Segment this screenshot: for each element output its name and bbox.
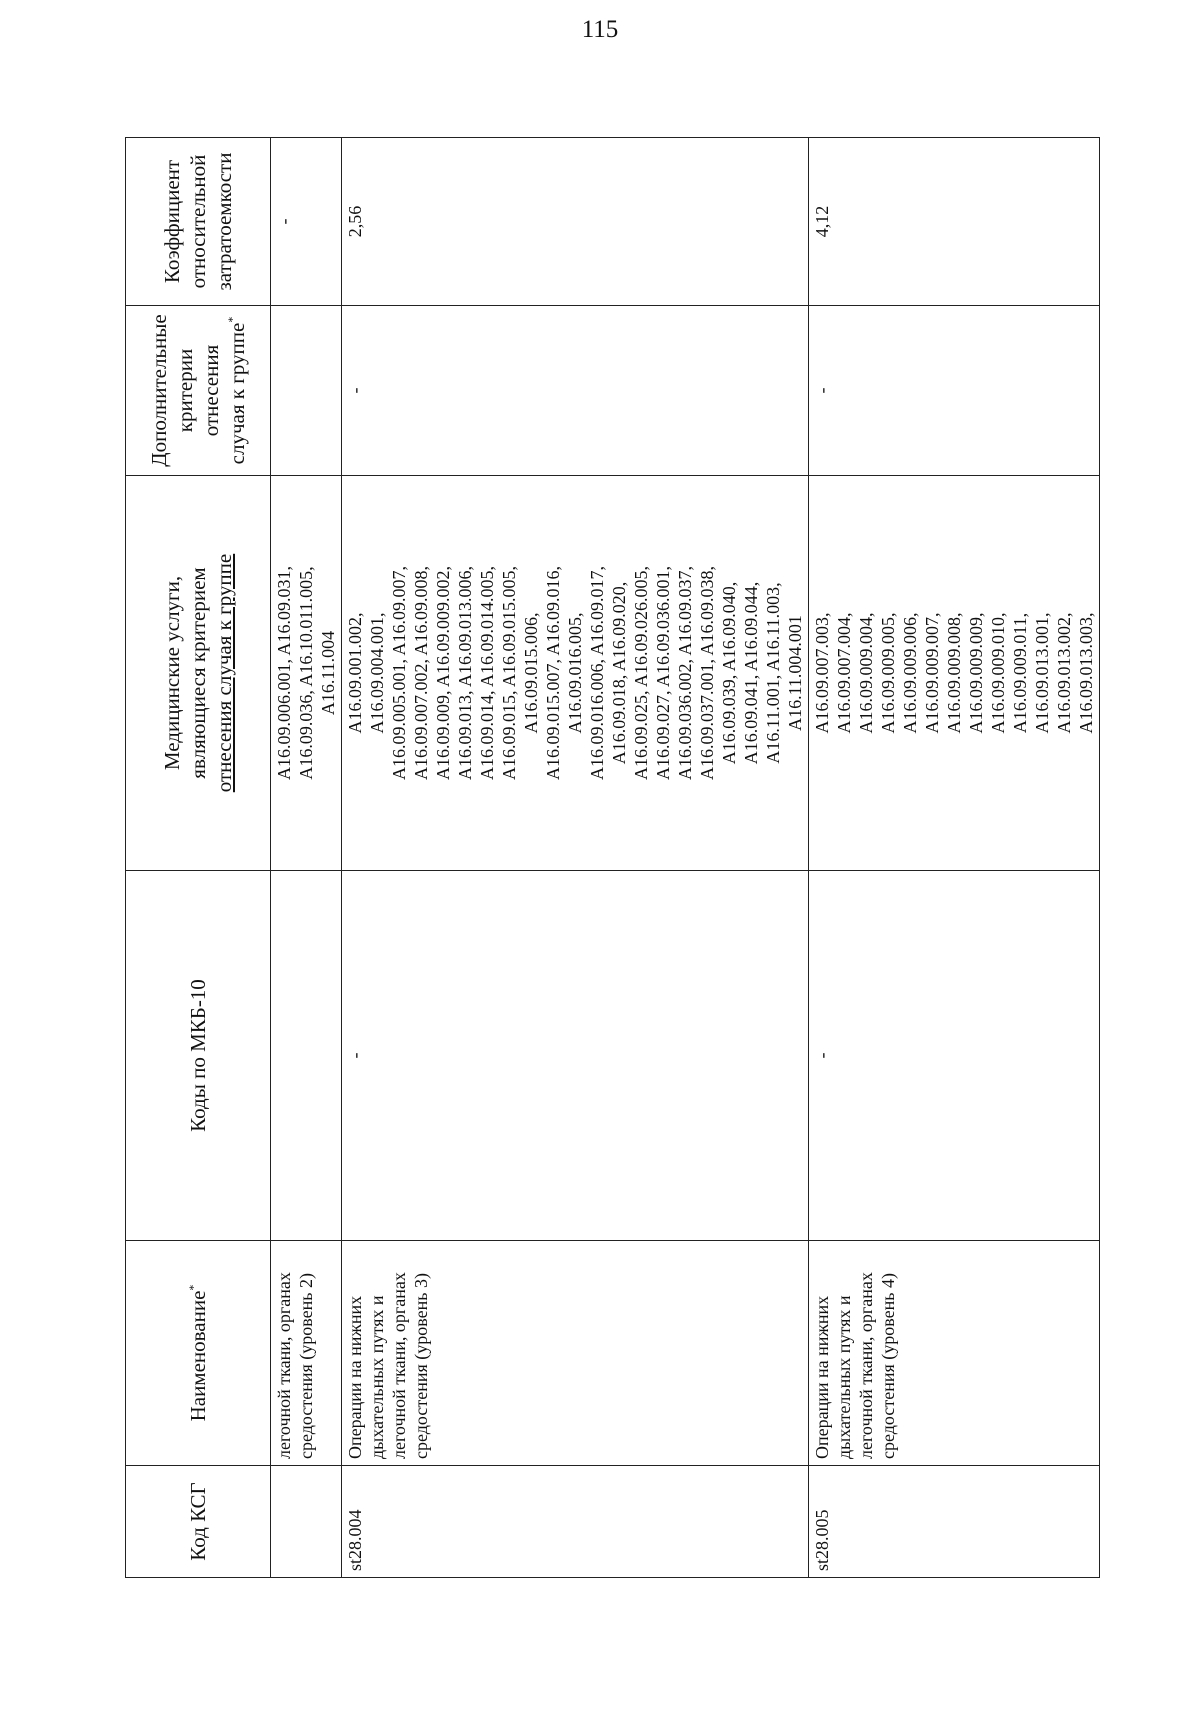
- header-additional: Дополнительные критерии отнесения случая к группе*: [126, 306, 271, 476]
- ksg-code-cell: [271, 1466, 342, 1578]
- name-cell: Операции на нижних дыхательных путях и легочной ткани, органах средостения (уровень 3): [342, 1241, 809, 1466]
- services-cell: A16.09.001.002, A16.09.004.001, A16.09.005.001, A16.09.007, A16.09.007.002, A16.09.008, A16.09.009, A16.09.009.002, A16.09.013, A16.09.013.006, A16.09.014, A16.09.014.005, A16.09.015, A16.09.015.005, A16.09.015.006, A16.09.015.007, A16.09.016, A16.09.016.005, A16.09.016.006, A16.09.017, A16.09.018, A16.09.020, A16.09.025, A16.09.026.005, A16.09.027, A16.09.036.001, A16.09.036.002, A16.09.037, A16.09.037.001, A16.09.038, A16.09.039, A16.09.040, A16.09.041, A16.09.044, A16.11.001, A16.11.003, A16.11.004.001: [342, 476, 809, 871]
- header-services: Медицинские услуги, являющиеся критерием отнесения случая к группе: [126, 476, 271, 871]
- mkb-cell: [271, 871, 342, 1241]
- table-wrapper: [125, 138, 1100, 1578]
- additional-criteria-cell: -: [809, 306, 1100, 476]
- name-cell: Операции на нижних дыхательных путях и легочной ткани, органах средостения (уровень 4): [809, 1241, 1100, 1466]
- header-mkb: Коды по МКБ-10: [126, 871, 271, 1241]
- mkb-cell: -: [342, 871, 809, 1241]
- additional-criteria-cell: [271, 306, 342, 476]
- table-row: [809, 138, 1100, 1578]
- coefficient-cell: 4,12: [809, 138, 1100, 306]
- services-cell: A16.09.007.003, A16.09.007.004, A16.09.009.004, A16.09.009.005, A16.09.009.006, A16.09.009.007, A16.09.009.008, A16.09.009.009, A16.09.009.010, A16.09.009.011, A16.09.013.001, A16.09.013.002, A16.09.013.003,: [809, 476, 1100, 871]
- page-number: 115: [581, 16, 619, 43]
- table-row: [342, 138, 809, 1578]
- name-cell: легочной ткани, органах средостения (уровень 2): [271, 1241, 342, 1466]
- ksg-table: [125, 137, 1100, 1578]
- coefficient-cell: 2,56: [342, 138, 809, 306]
- rotated-table-container: [125, 138, 1100, 1578]
- header-name: Наименование*: [126, 1241, 271, 1466]
- ksg-code-cell: st28.004: [342, 1466, 809, 1578]
- mkb-cell: -: [809, 871, 1100, 1241]
- header-code: Код КСГ: [126, 1466, 271, 1578]
- coefficient-cell: -: [271, 138, 342, 306]
- services-cell: A16.09.006.001, A16.09.031, A16.09.036, A16.10.011.005, A16.11.004: [271, 476, 342, 871]
- ksg-code-cell: st28.005: [809, 1466, 1100, 1578]
- header-coefficient: Коэффициент относительной затратоемкости: [126, 138, 271, 306]
- table-row: [271, 138, 342, 1578]
- table-header-row: [126, 138, 271, 1578]
- additional-criteria-cell: -: [342, 306, 809, 476]
